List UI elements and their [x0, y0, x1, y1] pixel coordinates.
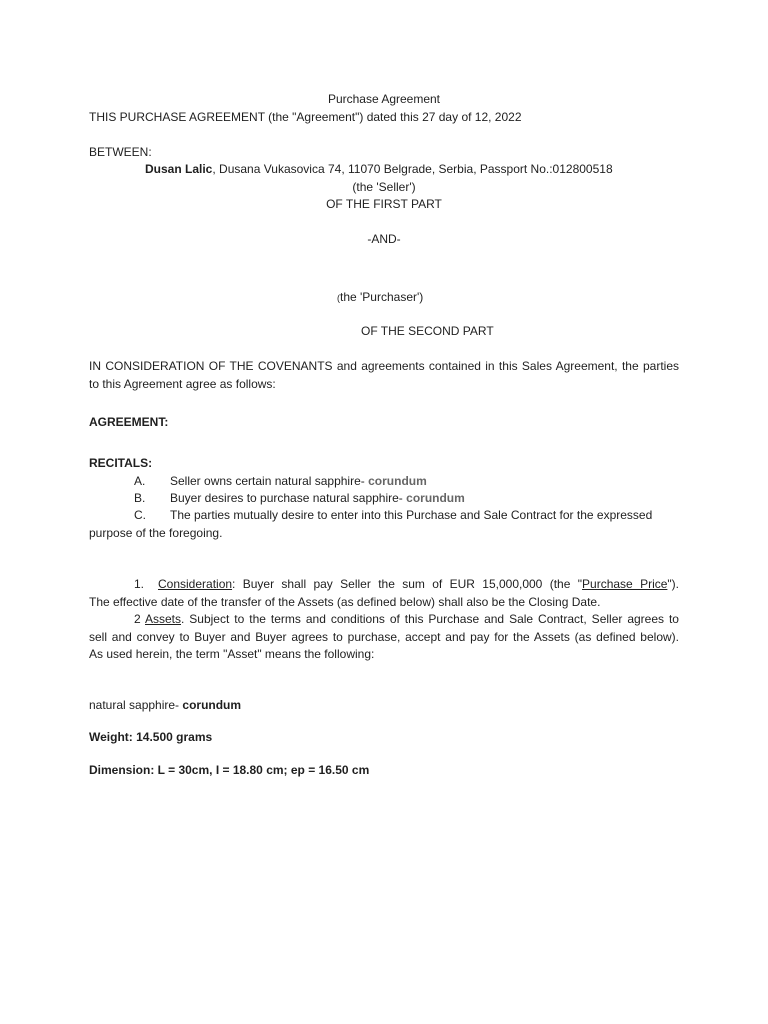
recital-a-highlight: corundum [368, 474, 427, 488]
recital-b-letter: B. [134, 491, 146, 505]
clause-1-text-a: : Buyer shall pay Seller the sum of EUR 15,000,000 (the " [232, 577, 583, 591]
purchaser-paren: ( [337, 293, 340, 303]
recital-c-continued: purpose of the foregoing. [89, 526, 223, 540]
recital-c [134, 507, 679, 524]
clause-2-term: Assets [144, 612, 181, 626]
consideration-paragraph [89, 358, 679, 393]
seller-details: , Dusana Vukasovica 74, 11070 Belgrade, Serbia, Passport No.:012800518 [212, 162, 613, 176]
clause-2-text-a: . Subject to the terms and conditions of this Purchase and Sale Contract, Seller agrees to [181, 612, 679, 626]
asset-name [89, 697, 241, 714]
first-part-label: OF THE FIRST PART [326, 197, 442, 211]
between-label: BETWEEN: [89, 145, 152, 159]
recital-c-letter: C. [134, 508, 146, 522]
and-separator: -AND- [367, 232, 401, 246]
clause-1-text-b: "). [667, 577, 679, 591]
consideration-line-2: to this Agreement agree as follows: [89, 376, 276, 391]
recital-a [134, 473, 427, 490]
recital-a-letter: A. [134, 474, 146, 488]
purchaser-role: the 'Purchaser') [340, 290, 424, 304]
consideration-line-1: IN CONSIDERATION OF THE COVENANTS and agreements contained in this Sales Agreement, the parties [89, 359, 679, 373]
seller-name: Dusan Lalic [145, 162, 213, 176]
clause-1-line-2: The effective date of the transfer of the Assets (as defined below) shall also be the Closing Date. [89, 594, 601, 609]
recital-b-text: Buyer desires to purchase natural sapphire- [170, 491, 407, 505]
recital-b-highlight: corundum [406, 491, 465, 505]
clause-1-term: Consideration [158, 577, 233, 591]
recital-b [134, 490, 465, 507]
recital-a-text: Seller owns certain natural sapphire- [170, 474, 369, 488]
agreement-heading: AGREEMENT: [89, 415, 169, 429]
clause-1-purchase-price: Purchase Price [582, 577, 668, 591]
clause-2-line-3: As used herein, the term "Asset" means the following: [89, 647, 375, 661]
purchaser-role-line [337, 289, 423, 307]
seller-role: (the 'Seller') [352, 180, 416, 194]
asset-dimension: Dimension: L = 30cm, I = 18.80 cm; ep = 16.50 cm [89, 763, 370, 777]
clause-1-line-1 [89, 576, 679, 594]
intro-line: THIS PURCHASE AGREEMENT (the "Agreement") dated this 27 day of 12, 2022 [89, 110, 522, 124]
second-part-label: OF THE SECOND PART [361, 324, 494, 338]
asset-name-a: natural sapphire- [89, 698, 183, 712]
clause-2-line-2: sell and convey to Buyer and Buyer agrees to purchase, accept and pay for the Assets (as defined below). [89, 629, 679, 644]
asset-weight: Weight: 14.500 grams [89, 730, 213, 744]
asset-name-b: corundum [182, 698, 242, 712]
recital-c-text: The parties mutually desire to enter into this Purchase and Sale Contract for the expressed [170, 508, 653, 522]
clause-1 [89, 576, 679, 611]
recitals-heading: RECITALS: [89, 456, 153, 470]
document-title: Purchase Agreement [327, 92, 441, 106]
clause-2-line-1 [89, 611, 679, 629]
clause-1-number: 1. [134, 577, 145, 591]
clause-2-number: 2 [134, 612, 145, 626]
clause-2 [89, 611, 679, 664]
seller-line [145, 161, 613, 178]
